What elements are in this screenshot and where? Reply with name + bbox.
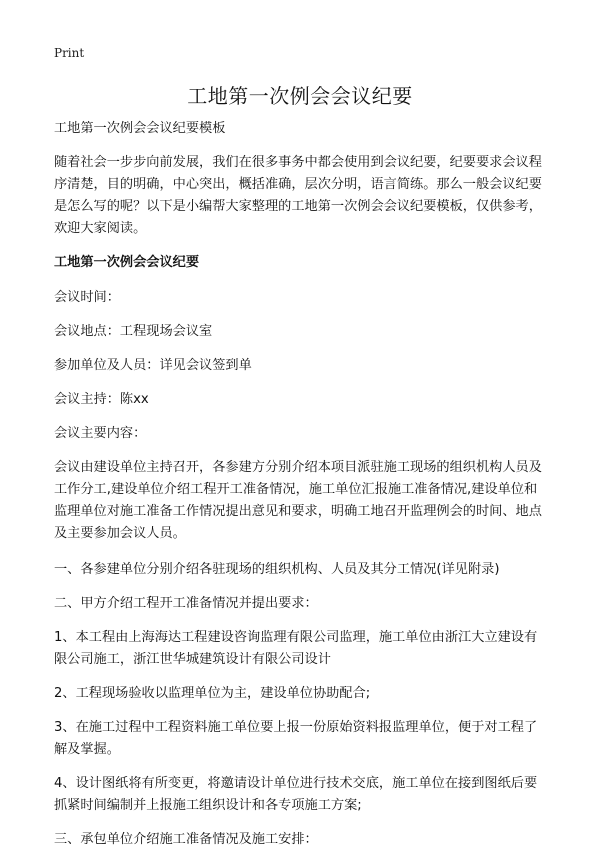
template-caption: 工地第一次例会会议纪要模板 xyxy=(54,121,226,136)
meeting-location: 会议地点：工程现场会议室 xyxy=(54,324,213,339)
sub-item-1: 1、本工程由上海海达工程建设咨询监理有限公司监理，施工单位由浙江大立建设有限公司施工，浙江世华城建筑设计有限公司设计 xyxy=(54,630,538,667)
page-title: 工地第一次例会会议纪要 xyxy=(187,84,413,108)
meeting-participants: 参加单位及人员：详见会议签到单 xyxy=(54,358,252,373)
print-link[interactable]: Print xyxy=(54,46,85,60)
intro-paragraph: 随着社会一步步向前发展，我们在很多事务中都会使用到会议纪要，纪要要求会议程序清楚，目的明确，中心突出，概括准确，层次分明，语言简练。那么一般会议纪要是怎么写的呢？以下是小编帮大家整理的工地第一次例会会议纪要模板，仅供参考，欢迎大家阅读。 xyxy=(54,155,542,236)
sub-item-4: 4、设计图纸将有所变更，将邀请设计单位进行技术交底，施工单位在接到图纸后要抓紧时间编制并上报施工组织设计和各专项施工方案; xyxy=(54,776,538,813)
sub-item-2: 2、工程现场验收以监理单位为主，建设单位协助配合; xyxy=(54,686,371,701)
meeting-host: 会议主持：陈xx xyxy=(54,392,149,407)
item-three: 三、承包单位介绍施工准备情况及施工安排： xyxy=(54,832,318,847)
item-one: 一、各参建单位分别介绍各驻现场的组织机构、人员及其分工情况(详见附录) xyxy=(54,562,500,577)
sub-item-3: 3、在施工过程中工程资料施工单位要上报一份原始资料报监理单位，便于对工程了解及掌握。 xyxy=(54,720,538,757)
item-two: 二、甲方介绍工程开工准备情况并提出要求： xyxy=(54,596,318,611)
meeting-time: 会议时间： xyxy=(54,290,120,305)
section-heading: 工地第一次例会会议纪要 xyxy=(54,255,200,270)
meeting-summary-paragraph: 会议由建设单位主持召开，各参建方分别介绍本项目派驻施工现场的组织机构人员及工作分工,建设单位介绍工程开工准备情况，施工单位汇报施工准备情况,建设单位和监理单位对施工准备工作情况提出意见和要求，明确工地召开监理例会的时间、地点及主要参加会议人员。 xyxy=(54,460,542,541)
meeting-content-label: 会议主要内容： xyxy=(54,426,147,441)
document-body xyxy=(54,118,550,863)
